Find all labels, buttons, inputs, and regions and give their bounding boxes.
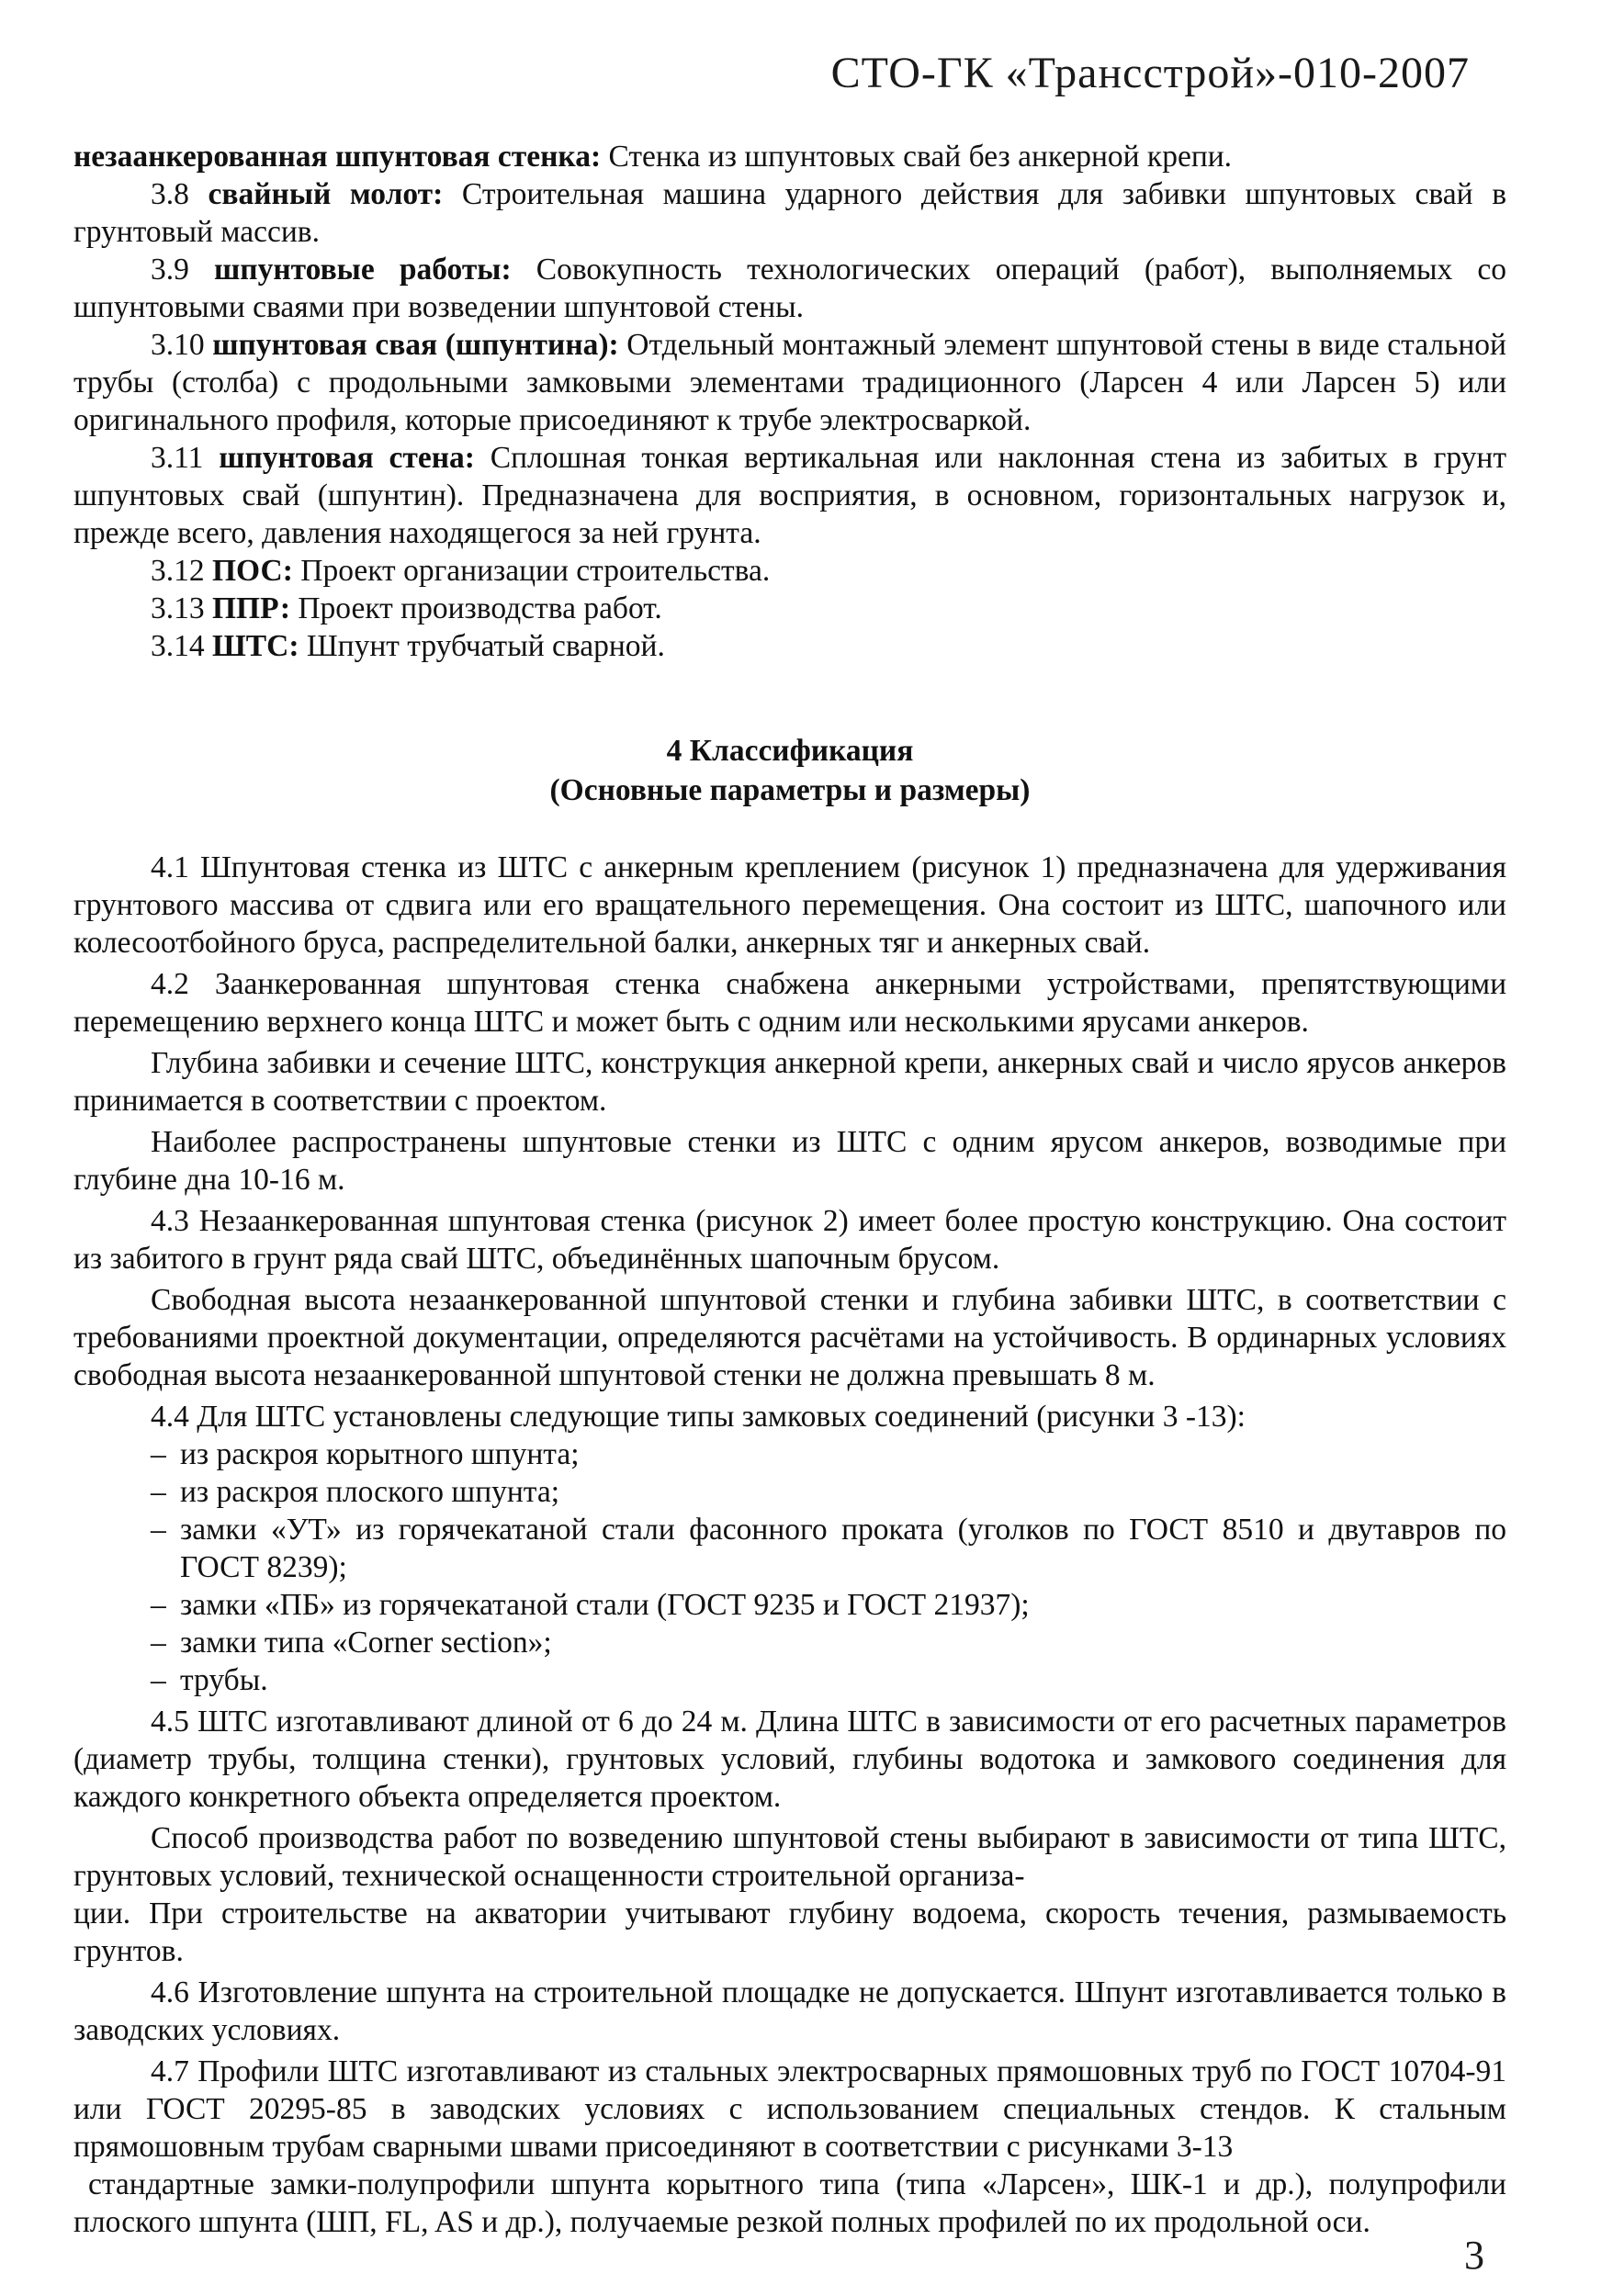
list-item: – из раскроя плоского шпунта;: [73, 1473, 1506, 1511]
definition-term: шпунтовые работы:: [214, 253, 512, 287]
document-body: [73, 138, 1506, 2241]
section-heading: [73, 731, 1506, 810]
definition-term: ШТС:: [212, 629, 299, 663]
paragraph-4-2: 4.2 Заанкерованная шпунтовая стенка снабжена анкерными устройствами, препятствующими перемещению верхнего конца ШТС и может быть с одним или несколькими ярусами анкеров.: [73, 967, 1506, 1039]
paragraph-4-2-depth: Глубина забивки и сечение ШТС, конструкция анкерной крепи, анкерных свай и число ярусов анкеров принимается в соответствии с проектом.: [73, 1046, 1506, 1118]
document-code-header: СТО-ГК «Трансстрой»-010-2007: [830, 49, 1470, 97]
definition-text: Отдельный монтажный элемент шпунтовой стены в виде стальной трубы (столба) с продольными замковыми элементами традиционного (Ларсен 4 или Ларсен 5) или оригинального профиля, которые присоединяют к трубе электросваркой.: [73, 328, 1506, 437]
definition-item: [73, 326, 1506, 439]
definition-item: [73, 439, 1506, 552]
list-item: – трубы.: [73, 1661, 1506, 1699]
definition-term: незаанкерованная шпунтовая стенка:: [73, 140, 602, 174]
list-item-text: замки «ПБ» из горячекатаной стали (ГОСТ 9235 и ГОСТ 21937);: [180, 1588, 1030, 1622]
definition-text: Строительная машина ударного действия для забивки шпунтовых свай в грунтовый массив.: [73, 177, 1507, 249]
definition-item: [73, 138, 1506, 175]
definition-number: 3.11: [151, 441, 220, 475]
definition-text: Проект производства работ.: [289, 591, 662, 625]
paragraph-4-6: 4.6 Изготовление шпунта на строительной площадке не допускается. Шпунт изготавливается только в заводских условиях.: [73, 1975, 1506, 2047]
definition-item: [73, 251, 1506, 326]
list-item-text: замки «УТ» из горячекатаной стали фасонного проката (уголков по ГОСТ 8510 и двутавров по ГОСТ 8239);: [180, 1513, 1506, 1584]
definition-term: шпунтовая свая (шпунтина):: [212, 328, 619, 362]
section-title: 4 Классификация: [666, 734, 914, 768]
definition-text: Проект организации строительства.: [292, 554, 771, 588]
definition-number: 3.13: [151, 591, 212, 625]
list-item: – из раскроя корытного шпунта;: [73, 1435, 1506, 1473]
paragraph-4-5-method: Способ производства работ по возведению шпунтовой стены выбирают в зависимости от типа ШТС, грунтовых условий, технической оснащенности строительной организа-: [73, 1821, 1506, 1893]
list-item-text: из раскроя плоского шпунта;: [180, 1475, 560, 1509]
definition-item: [73, 175, 1506, 251]
list-item-text: замки типа «Corner section»;: [180, 1626, 552, 1660]
definition-item: [73, 590, 1506, 627]
definition-term: ПОС:: [212, 554, 293, 588]
list-item-text: из раскроя корытного шпунта;: [180, 1437, 580, 1471]
paragraph-4-7-continued: стандартные замки-полупрофили шпунта корытного типа (типа «Ларсен», ШК-1 и др.), полупрофили плоского шпунта (ШП, FL, AS и др.), получаемые резкой полных профилей по их продольной оси.: [73, 2167, 1506, 2239]
definition-term: ППР:: [212, 591, 290, 625]
definition-number: 3.8: [151, 177, 209, 211]
lock-types-list: [73, 1435, 1506, 1699]
paragraph-4-2-common: Наиболее распространены шпунтовые стенки из ШТС с одним ярусом анкеров, возводимые при глубине дна 10-16 м.: [73, 1125, 1506, 1197]
definition-text: Стенка из шпунтовых свай без анкерной крепи.: [601, 140, 1233, 174]
definition-number: 3.14: [151, 629, 212, 663]
definition-text: Сплошная тонкая вертикальная или наклонная стена из забитых в грунт шпунтовых свай (шпунтин). Предназначена для восприятия, в основном, горизонтальных нагрузок и, прежде всего, давления находящегося за ней грунта.: [73, 441, 1506, 550]
paragraph-4-5: 4.5 ШТС изготавливают длиной от 6 до 24 м. Длина ШТС в зависимости от его расчетных параметров (диаметр трубы, толщина стенки), грунтовых условий, глубины водотока и замкового соединения для каждого конкретного объекта определяется проектом.: [73, 1705, 1506, 1814]
paragraph-4-5-continued: ции. При строительстве на акватории учитывают глубину водоема, скорость течения, размываемость грунтов.: [73, 1896, 1506, 1968]
definition-text: Шпунт трубчатый сварной.: [299, 629, 665, 663]
list-item: – замки типа «Corner section»;: [73, 1624, 1506, 1661]
list-item: – замки «ПБ» из горячекатаной стали (ГОСТ 9235 и ГОСТ 21937);: [73, 1586, 1506, 1624]
paragraph-4-4: 4.4 Для ШТС установлены следующие типы замковых соединений (рисунки 3 -13):: [151, 1400, 1246, 1434]
section-subtitle: (Основные параметры и размеры): [549, 773, 1031, 807]
definition-number: 3.10: [151, 328, 213, 362]
definition-term: шпунтовая стена:: [219, 441, 475, 475]
definition-number: 3.12: [151, 554, 212, 588]
definition-term: свайный молот:: [208, 177, 444, 211]
page-number: 3: [1464, 2233, 1484, 2278]
paragraph-4-3-height: Свободная высота незаанкерованной шпунтовой стенки и глубина забивки ШТС, в соответствии с требованиями проектной документации, определяются расчётами на устойчивость. В ординарных условиях свободная высота незаанкерованной шпунтовой стенки не должна превышать 8 м.: [73, 1283, 1506, 1392]
paragraph-4-1: 4.1 Шпунтовая стенка из ШТС с анкерным креплением (рисунок 1) предназначена для удерживания грунтового массива от сдвига или его вращательного перемещения. Она состоит из ШТС, шапочного или колесоотбойного бруса, распределительной балки, анкерных тяг и анкерных свай.: [73, 850, 1506, 960]
definition-item: [73, 552, 1506, 590]
paragraph-4-7: 4.7 Профили ШТС изготавливают из стальных электросварных прямошовных труб по ГОСТ 10704-91 или ГОСТ 20295-85 в заводских условиях с использованием специальных стендов. К стальным прямошовным трубам сварными швами присоединяют в соответствии с рисунками 3-13: [73, 2054, 1506, 2164]
definition-text: Совокупность технологических операций (работ), выполняемых со шпунтовыми сваями при возведении шпунтовой стены.: [73, 253, 1506, 324]
definition-number: 3.9: [151, 253, 215, 287]
list-item: – замки «УТ» из горячекатаной стали фасонного проката (уголков по ГОСТ 8510 и двутавров по ГОСТ 8239);: [73, 1511, 1506, 1586]
paragraph-4-3: 4.3 Незаанкерованная шпунтовая стенка (рисунок 2) имеет более простую конструкцию. Она состоит из забитого в грунт ряда свай ШТС, объединённых шапочным брусом.: [73, 1204, 1506, 1276]
list-item-text: трубы.: [180, 1663, 268, 1697]
definition-item: [73, 627, 1506, 665]
